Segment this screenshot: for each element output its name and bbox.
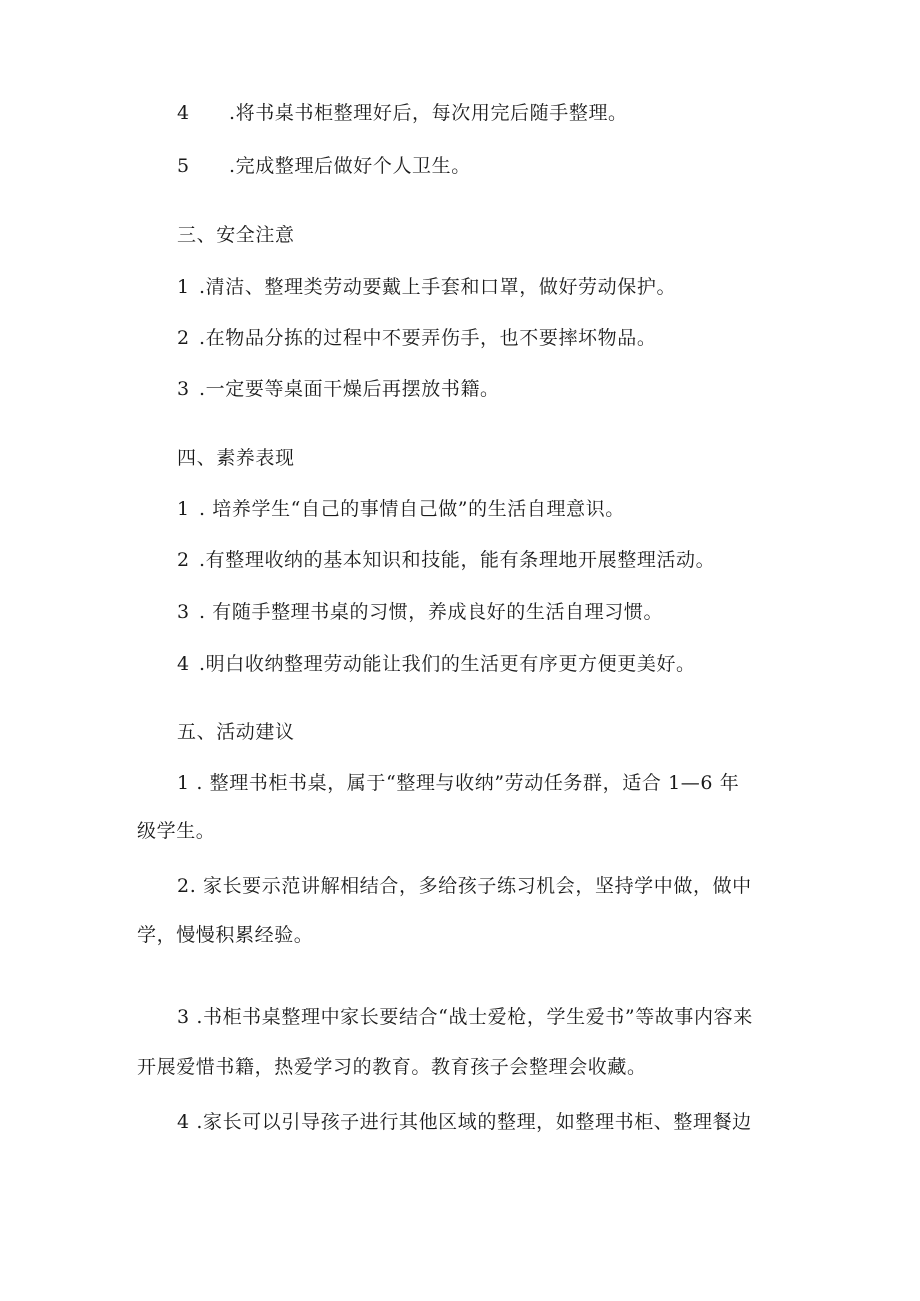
list-item [177,275,676,299]
list-item [177,497,625,521]
list-item [177,326,656,350]
paragraph-line: 开展爱惜书籍，热爱学习的教育。教育孩子会整理会收藏。 [137,1056,647,1078]
paragraph-line: 学，慢慢积累经验。 [137,924,314,946]
list-item [177,652,696,676]
paragraph-line: 1 . 整理书柜书桌，属于“整理与收纳”劳动任务群，适合 1—6 年 [177,772,740,794]
item-text: . 有随手整理书桌的习惯，养成良好的生活自理习惯。 [199,601,664,623]
item-number: 2 [177,549,190,571]
item-number: 3 [177,601,190,623]
step-number: 5 [177,155,190,177]
paragraph-line: 级学生。 [137,820,216,842]
item-number: 1 [177,498,190,520]
item-text: .一定要等桌面干燥后再摆放书籍。 [199,378,500,400]
step-item [177,154,471,178]
item-number: 2 [177,327,190,349]
item-text: .清洁、整理类劳动要戴上手套和口罩，做好劳动保护。 [199,276,677,298]
section-heading: 五、活动建议 [177,721,295,743]
item-number: 3 [177,378,190,400]
item-text: .在物品分拣的过程中不要弄伤手，也不要摔坏物品。 [199,327,657,349]
item-number: 1 [177,276,190,298]
item-text: . 培养学生“自己的事情自己做”的生活自理意识。 [199,498,625,520]
list-item [177,377,500,401]
paragraph-line: 4 .家长可以引导孩子进行其他区域的整理，如整理书柜、整理餐边 [177,1111,752,1133]
list-item [177,548,715,572]
section-heading: 三、安全注意 [177,224,295,246]
step-number: 4 [177,102,190,124]
item-number: 4 [177,653,190,675]
list-item [177,600,663,624]
item-text: .明白收纳整理劳动能让我们的生活更有序更方便更美好。 [199,653,696,675]
step-text: .完成整理后做好个人卫生。 [229,155,471,177]
paragraph-line: 2. 家长要示范讲解相结合，多给孩子练习机会，坚持学中做，做中 [177,875,752,897]
paragraph-line: 3 .书柜书桌整理中家长要结合“战士爱枪，学生爱书”等故事内容来 [177,1006,753,1028]
item-text: .有整理收纳的基本知识和技能，能有条理地开展整理活动。 [199,549,716,571]
section-heading: 四、素养表现 [177,447,295,469]
step-item [177,101,628,125]
step-text: .将书桌书柜整理好后，每次用完后随手整理。 [229,102,628,124]
